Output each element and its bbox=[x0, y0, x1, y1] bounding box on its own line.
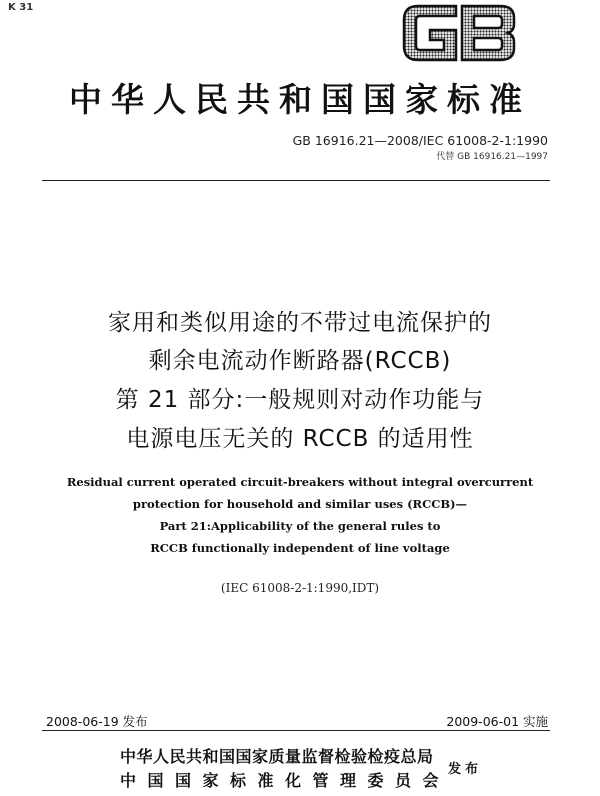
chinese-title-line: 剩余电流动作断路器(RCCB) bbox=[148, 348, 452, 374]
chinese-title-line: 家用和类似用途的不带过电流保护的 bbox=[108, 310, 492, 336]
issue-label: 发布 bbox=[448, 762, 483, 777]
top-divider bbox=[42, 180, 550, 181]
english-title-line: Residual current operated circuit-breakers without integral overcurrent bbox=[66, 475, 534, 489]
chinese-title-line: 第 21 部分:一般规则对动作功能与 bbox=[115, 387, 485, 413]
bottom-divider bbox=[42, 730, 550, 731]
standard-number: GB 16916.21—2008/IEC 61008-2-1:1990 bbox=[292, 133, 548, 148]
issuer-sac: 中国国家标准化管理委员会 bbox=[120, 771, 451, 790]
iec-reference: (IEC 61008-2-1:1990,IDT) bbox=[220, 581, 380, 595]
issuer-aqsiq: 中华人民共和国国家质量监督检验检疫总局 bbox=[120, 747, 434, 766]
replaces-note: 代替 GB 16916.21—1997 bbox=[436, 152, 548, 162]
publish-date: 2008-06-19 发布 bbox=[46, 714, 148, 729]
english-title-line: RCCB functionally independent of line voltage bbox=[150, 541, 450, 555]
chinese-title-line: 电源电压无关的 RCCB 的适用性 bbox=[126, 426, 474, 452]
ics-code: K 31 bbox=[8, 2, 34, 13]
gb-logo bbox=[398, 0, 520, 66]
english-title-line: protection for household and similar uses (RCCB)— bbox=[132, 497, 468, 511]
implement-date: 2009-06-01 实施 bbox=[446, 714, 548, 729]
org-title: 中华人民共和国国家标准 bbox=[69, 80, 531, 119]
english-title-line: Part 21:Applicability of the general rules to bbox=[159, 519, 441, 533]
